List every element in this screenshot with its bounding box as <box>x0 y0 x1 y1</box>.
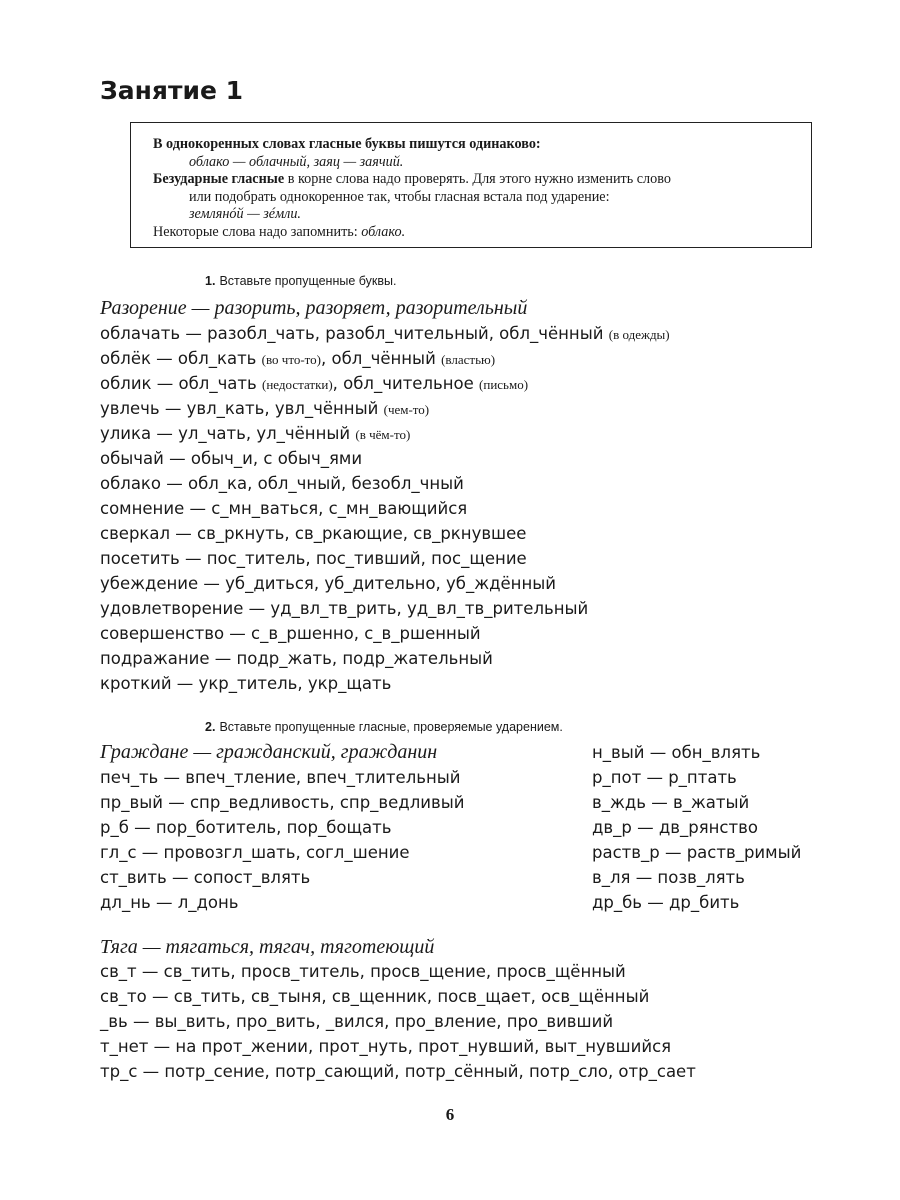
task-1-heading <box>205 274 396 288</box>
task-2-example-1: Граждане — гражданский, гражданин <box>100 741 438 763</box>
exercise-text: облачать — разобл_чать, разобл_чительный, обл_чённый <box>100 324 604 343</box>
task-1-example: Разорение — разорить, разоряет, разорительный <box>100 297 528 319</box>
task-2-left-line: пр_вый — спр_ведливость, спр_ведливый <box>100 793 465 812</box>
exercise-note: (властью) <box>441 352 496 367</box>
rule-box <box>130 122 812 248</box>
exercise-text: улика — ул_чать, ул_чённый <box>100 424 351 443</box>
task-2-text: Вставьте пропущенные гласные, проверяемые ударением. <box>219 720 563 734</box>
task-1-line <box>100 474 464 494</box>
exercise-text: удовлетворение — уд_вл_тв_рить, уд_вл_тв_рительный <box>100 599 589 618</box>
task-1-line <box>100 399 429 420</box>
exercise-text: посетить — пос_титель, пос_тивший, пос_щение <box>100 549 527 568</box>
exercise-text: облако — обл_ка, обл_чный, безобл_чный <box>100 474 464 493</box>
exercise-text: облёк — обл_кать <box>100 349 257 368</box>
exercise-text: совершенство — с_в_ршенно, с_в_ршенный <box>100 624 481 643</box>
task-2-right-line: дв_р — дв_рянство <box>592 818 758 837</box>
rule-example-1: облако — облачный, заяц — заячий. <box>189 153 404 170</box>
task-2-example-2: Тяга — тягаться, тягач, тяготеющий <box>100 936 435 958</box>
exercise-text: , обл_чённый <box>321 349 436 368</box>
exercise-note: (в одежды) <box>608 327 670 342</box>
rule-line-4: или подобрать однокоренное так, чтобы гласная встала под ударение: <box>189 188 610 205</box>
task-2-right-line: раств_р — раств_римый <box>592 843 802 862</box>
task-2-left-line: ст_вить — сопост_влять <box>100 868 311 887</box>
task-2-line: тр_с — потр_сение, потр_сающий, потр_сённый, потр_сло, отр_сает <box>100 1062 696 1081</box>
task-1-line <box>100 624 481 644</box>
task-1-number: 1. <box>205 274 216 288</box>
exercise-text: подражание — подр_жать, подр_жательный <box>100 649 493 668</box>
page-title: Занятие 1 <box>100 76 244 105</box>
task-1-text: Вставьте пропущенные буквы. <box>219 274 397 288</box>
task-2-line: св_то — св_тить, св_тыня, св_щенник, посв_щает, осв_щённый <box>100 987 650 1006</box>
exercise-text: облик — обл_чать <box>100 374 257 393</box>
task-2-right-line: др_бь — др_бить <box>592 893 740 912</box>
task-1-line <box>100 349 495 370</box>
exercise-text: обычай — обыч_и, с обыч_ями <box>100 449 363 468</box>
rule-line-3: в корне слова надо проверять. Для этого нужно изменить слово <box>284 171 671 187</box>
rule-line-6: Некоторые слова надо запомнить: <box>153 223 362 240</box>
task-1-line <box>100 524 526 544</box>
task-2-number: 2. <box>205 720 216 734</box>
task-1-line <box>100 549 527 569</box>
task-1-line <box>100 499 467 519</box>
task-2-line: св_т — св_тить, просв_титель, просв_щение, просв_щённый <box>100 962 626 981</box>
exercise-text: сверкал — св_ркнуть, св_ркающие, св_ркнувшее <box>100 524 527 543</box>
task-2-line: _вь — вы_вить, про_вить, _вился, про_вление, про_вивший <box>100 1012 614 1031</box>
exercise-note: (недостатки) <box>262 377 333 392</box>
task-1-line <box>100 574 556 594</box>
page-number: 6 <box>445 1105 455 1124</box>
task-1-line <box>100 374 528 395</box>
exercise-text: увлечь — увл_кать, увл_чённый <box>100 399 379 418</box>
rule-term: Безударные гласные <box>153 171 285 187</box>
exercise-text: , обл_чительное <box>332 374 474 393</box>
exercise-note: (во что-то) <box>261 352 322 367</box>
task-1-line <box>100 649 493 669</box>
task-2-right-line: в_ля — позв_лять <box>592 868 745 887</box>
exercise-text: сомнение — с_мн_ваться, с_мн_вающийся <box>100 499 468 518</box>
rule-line-1: В однокоренных словах гласные буквы пишутся одинаково: <box>153 136 541 152</box>
task-2-right-line: р_пот — р_птать <box>592 768 737 787</box>
exercise-note: (в чём-то) <box>355 427 411 442</box>
task-1-line <box>100 424 410 445</box>
rule-example-2: землянóй — зéмли. <box>189 206 301 222</box>
task-1-line <box>100 324 670 345</box>
task-2-right-line: н_вый — обн_влять <box>592 743 761 762</box>
task-1-line <box>100 599 588 619</box>
rule-example-3: облако. <box>361 223 406 240</box>
task-2-left-line: печ_ть — впеч_тление, впеч_тлительный <box>100 768 461 787</box>
exercise-note: (чем-то) <box>383 402 430 417</box>
task-1-line <box>100 449 362 469</box>
exercise-note: (письмо) <box>479 377 529 392</box>
exercise-text: убеждение — уб_диться, уб_дительно, уб_ждённый <box>100 574 556 593</box>
exercise-text: кроткий — укр_титель, укр_щать <box>100 674 392 693</box>
task-2-left-line: р_б — пор_ботитель, пор_бощать <box>100 818 392 837</box>
task-2-left-line: гл_с — провозгл_шать, согл_шение <box>100 843 410 862</box>
task-1-line <box>100 674 391 694</box>
task-2-right-line: в_ждь — в_жатый <box>592 793 750 812</box>
task-2-left-line: дл_нь — л_донь <box>100 893 239 912</box>
task-2-line: т_нет — на прот_жении, прот_нуть, прот_нувший, выт_нувшийся <box>100 1037 672 1056</box>
task-2-heading <box>205 720 563 734</box>
